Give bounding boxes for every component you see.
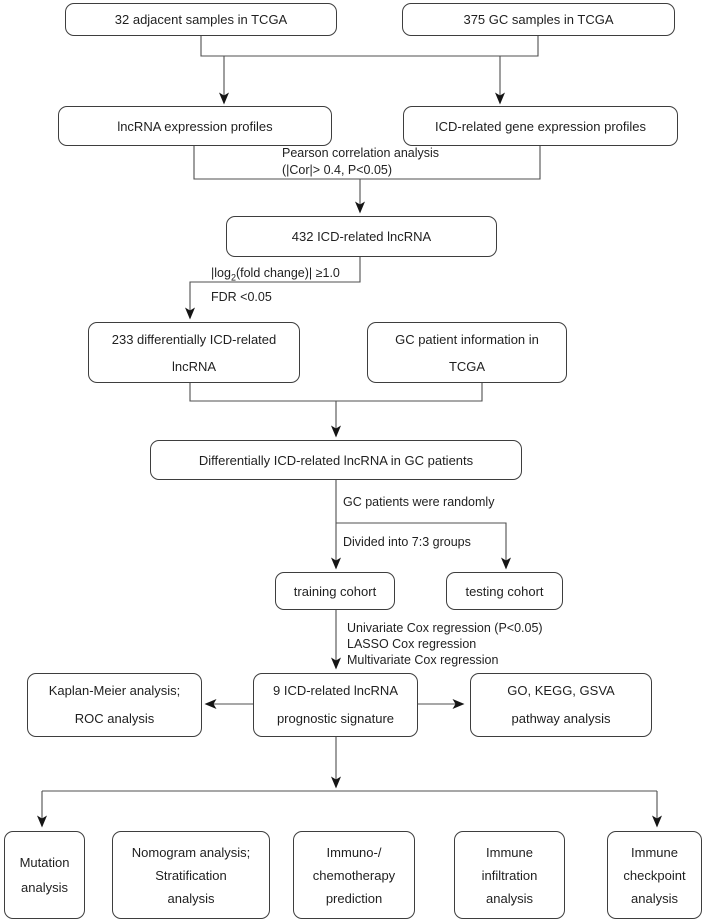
box-lncrna-profiles: [58, 106, 332, 146]
box-icd-gene-profiles-label: ICD-related gene expression profiles: [435, 118, 646, 134]
label-pearson-line: (|Cor|> 0.4, P<0.05): [282, 163, 393, 177]
box-432-icd-lncrna: [226, 216, 497, 257]
box-pathway: [470, 673, 652, 737]
box-gc-samples-label: 375 GC samples in TCGA: [463, 12, 614, 27]
box-checkpoint-line: Immune: [631, 844, 678, 860]
box-pathway-line: pathway analysis: [511, 711, 611, 726]
connector-merge-bus: [190, 383, 482, 401]
box-432-icd-lncrna-label: 432 ICD-related lncRNA: [291, 229, 432, 244]
box-gc-patient-info-line: TCGA: [448, 358, 486, 374]
label-pearson-line: Pearson correlation analysis: [282, 146, 440, 160]
box-infiltration-line: infiltration: [481, 867, 538, 883]
box-mutation-line: analysis: [21, 880, 68, 895]
label-cox-step: Multivariate Cox regression: [347, 653, 499, 667]
box-icd-gene-profiles: [403, 106, 678, 146]
box-233-diff-lncrna: [88, 322, 300, 383]
box-km-roc: [27, 673, 202, 737]
box-testing-cohort-label: testing cohort: [465, 583, 544, 599]
box-training-cohort: [275, 572, 395, 610]
box-immuno-chemo: [293, 831, 415, 919]
box-km-roc-line: Kaplan-Meier analysis;: [48, 683, 181, 698]
box-checkpoint-line: analysis: [631, 890, 678, 906]
box-nomogram-line: Stratification: [155, 867, 227, 883]
box-signature-line: 9 ICD-related lncRNA: [273, 683, 398, 698]
label-cox-step: Univariate Cox regression (P<0.05): [347, 621, 543, 635]
box-gc-samples: [402, 3, 675, 36]
label-fdr: FDR <0.05: [211, 290, 272, 304]
box-233-diff-lncrna-line: lncRNA: [171, 358, 217, 374]
box-lncrna-profiles-label: lncRNA expression profiles: [117, 118, 273, 134]
box-immuno-chemo-line: chemotherapy: [312, 867, 396, 883]
box-adjacent-samples-label: 32 adjacent samples in TCGA: [114, 12, 288, 27]
box-nomogram: [112, 831, 270, 919]
box-gc-patient-info-line: GC patient information in: [395, 331, 539, 347]
box-diff-in-gc: [150, 440, 522, 480]
label-fold-change: [211, 265, 340, 287]
label-randomly: GC patients were randomly: [343, 495, 495, 509]
box-immuno-chemo-line: prediction: [325, 890, 383, 906]
box-nomogram-line: Nomogram analysis;: [131, 844, 251, 860]
connector-top-bus: [201, 36, 538, 56]
box-checkpoint-line: checkpoint: [623, 867, 686, 883]
box-training-cohort-label: training cohort: [293, 583, 377, 599]
box-infiltration-line: Immune: [486, 844, 533, 860]
box-infiltration: [454, 831, 565, 919]
box-mutation-line: Mutation: [19, 855, 70, 870]
box-gc-patient-info: [367, 322, 567, 383]
label-cox-steps: [347, 620, 543, 668]
label-fold-change-post: (fold change)| ≥1.0: [235, 266, 340, 280]
label-pearson: [282, 145, 439, 179]
label-fold-change-sub: 2: [230, 272, 236, 283]
box-pathway-line: GO, KEGG, GSVA: [507, 683, 615, 698]
box-signature-line: prognostic signature: [276, 711, 395, 726]
box-immuno-chemo-line: Immuno-/: [326, 844, 382, 860]
box-adjacent-samples: [65, 3, 337, 36]
box-233-diff-lncrna-line: 233 differentially ICD-related: [111, 331, 277, 347]
box-diff-in-gc-label: Differentially ICD-related lncRNA in GC patients: [198, 452, 474, 468]
label-cox-step: LASSO Cox regression: [347, 637, 477, 651]
box-checkpoint: [607, 831, 702, 919]
label-fold-change-pre: |log: [211, 266, 231, 280]
box-infiltration-line: analysis: [486, 890, 533, 906]
box-mutation: [4, 831, 85, 919]
box-signature: [253, 673, 418, 737]
box-km-roc-line: ROC analysis: [74, 711, 155, 726]
box-testing-cohort: [446, 572, 563, 610]
label-divided: Divided into 7:3 groups: [343, 535, 471, 549]
box-nomogram-line: analysis: [167, 890, 215, 906]
